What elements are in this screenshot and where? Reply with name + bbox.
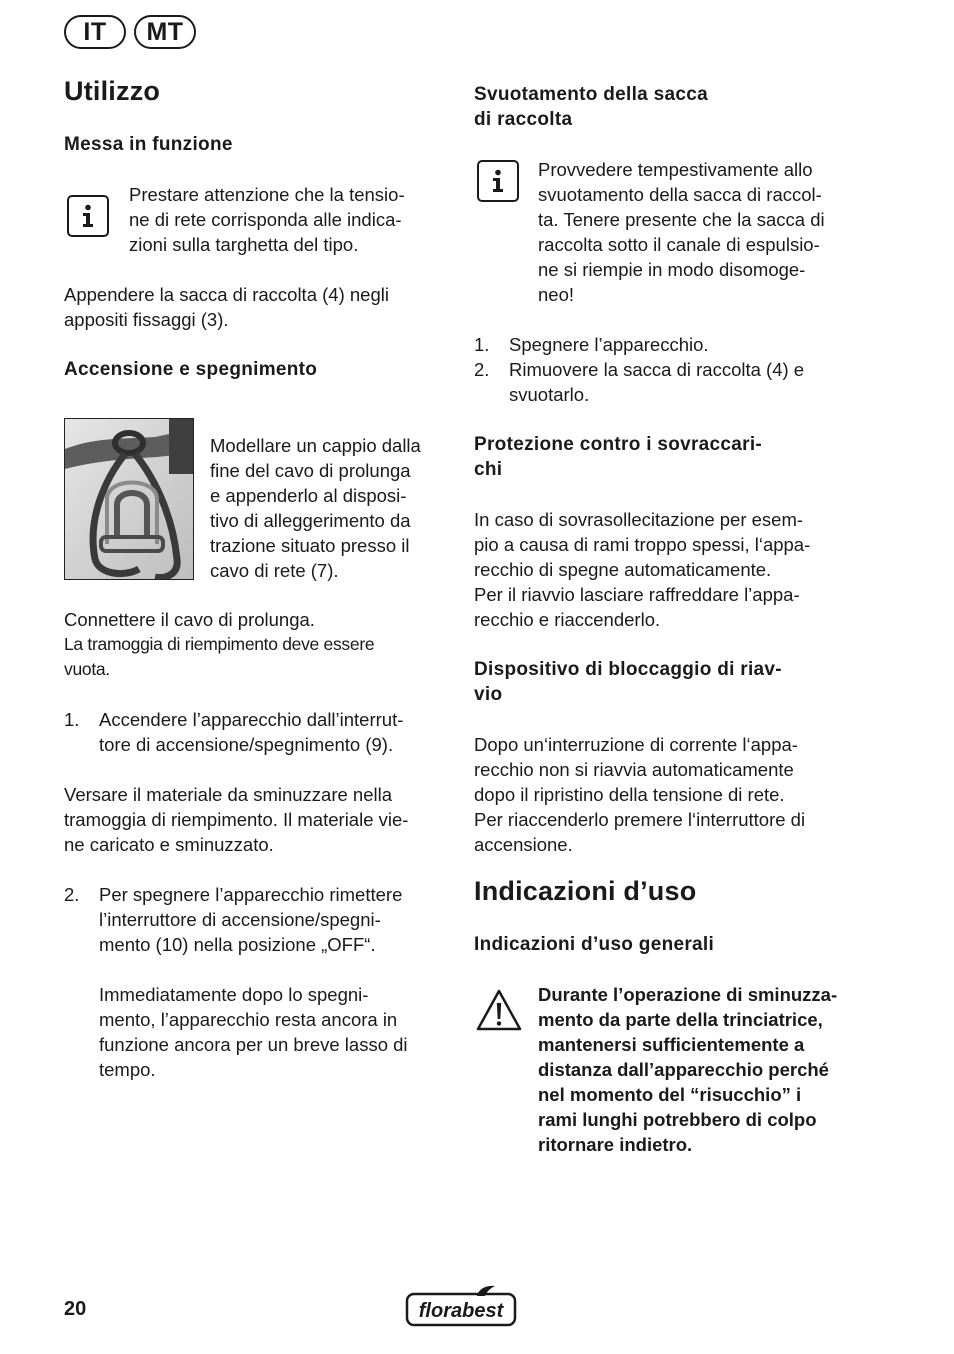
svg-text:florabest: florabest bbox=[418, 1300, 504, 1322]
info-icon bbox=[67, 195, 109, 237]
subheading-accensione-spegnimento: Accensione e spegnimento bbox=[64, 359, 318, 380]
figure-caption-cable-loop: Modellare un cappio dalla fine del cavo di prolunga e appenderlo al disposi- tivo di alleggerimento da trazione situato presso il cavo di rete (7). bbox=[210, 435, 421, 581]
section-title-utilizzo: Utilizzo bbox=[64, 76, 161, 106]
paragraph-insert-material: Versare il materiale da sminuzzare nella tramoggia di riempimento. Il materiale vie- ne caricato e sminuzzato. bbox=[64, 784, 409, 855]
paragraph-run-down: Immediatamente dopo lo spegni- mento, l’apparecchio resta ancora in funzione ancora per un breve lasso di tempo. bbox=[99, 984, 408, 1080]
info-icon bbox=[477, 160, 519, 202]
warning-text: Durante l’operazione di sminuzza- mento da parte della trinciatrice, mantenersi sufficientemente a distanza dall’apparecchio perché nel momento del “risucchio” i rami lunghi potrebbero di colpo ritornare indietro. bbox=[538, 984, 838, 1155]
info-note-empty-bag: Provvedere tempestivamente allo svuotamento della sacca di raccol- ta. Tenere presente che la sacca di raccolta sotto il canale di espulsio- ne si riempie in modo disomoge- neo! bbox=[538, 159, 825, 305]
section-title-indicazioni-uso: Indicazioni d’uso bbox=[474, 876, 697, 906]
paragraph-connect-cable: Connettere il cavo di prolunga. bbox=[64, 609, 315, 630]
lang-badge-it: IT bbox=[64, 15, 126, 49]
language-badges bbox=[64, 15, 196, 49]
paragraph-hang-bag: Appendere la sacca di raccolta (4) negli appositi fissaggi (3). bbox=[64, 284, 389, 330]
warning-icon bbox=[475, 988, 523, 1032]
paragraph-overload: In caso di sovrasollecitazione per esem- pio a causa di rami troppo spessi, l‘appa- recchio di spegne automaticamente. Per il riavvio lasciare raffreddare l’appa- recchio e riaccenderlo. bbox=[474, 509, 811, 630]
paragraph-restart-lock: Dopo un‘interruzione di corrente l‘appa- recchio non si riavvia automaticamente dopo il ripristino della tensione di rete. Per riaccenderlo premere l‘interruttore di accensione. bbox=[474, 734, 806, 855]
cable-loop-photo bbox=[64, 418, 194, 580]
paragraph-hopper-empty: La tramoggia di riempimento deve essere vuota. bbox=[64, 634, 375, 679]
subheading-protezione-sovraccarichi: Protezione contro i sovraccari- chi bbox=[474, 434, 763, 480]
subheading-messa-in-funzione: Messa in funzione bbox=[64, 134, 233, 155]
subheading-indicazioni-generali: Indicazioni d’uso generali bbox=[474, 934, 715, 955]
info-note-voltage: Prestare attenzione che la tensio- ne di rete corrisponda alle indica- zioni sulla targhetta del tipo. bbox=[129, 184, 405, 255]
florabest-logo bbox=[405, 1284, 517, 1328]
lang-badge-mt: MT bbox=[134, 15, 196, 49]
subheading-bloccaggio-riavvio: Dispositivo di bloccaggio di riav- vio bbox=[474, 659, 782, 705]
subheading-svuotamento: Svuotamento della sacca di raccolta bbox=[474, 84, 708, 130]
page-number: 20 bbox=[64, 1298, 87, 1320]
